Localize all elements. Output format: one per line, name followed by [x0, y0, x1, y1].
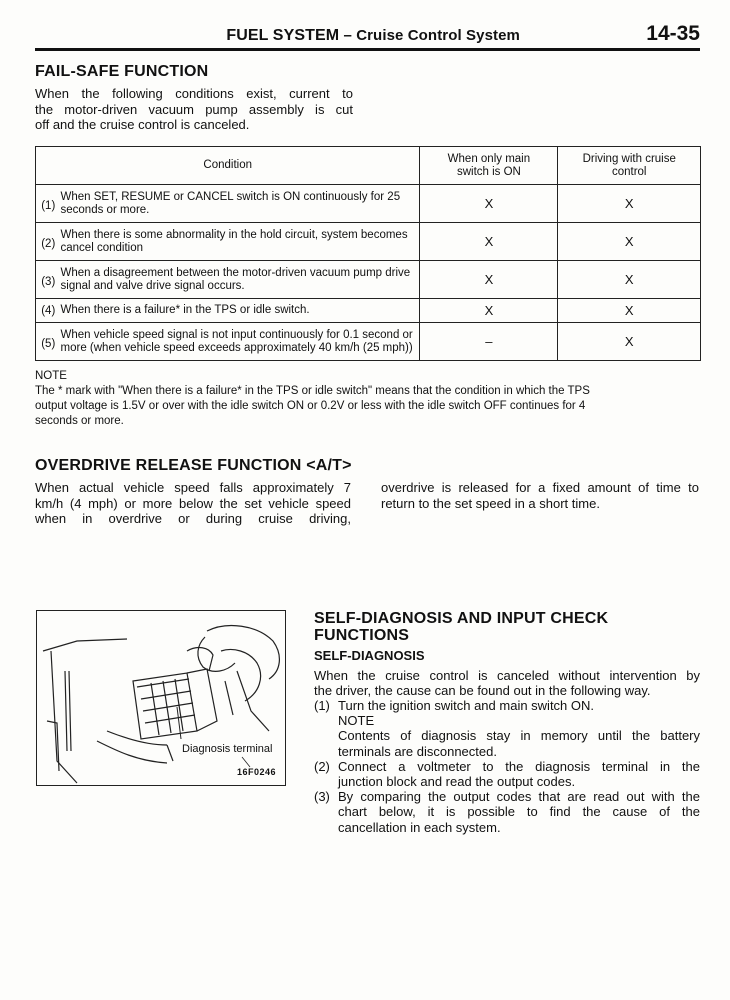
table-row	[36, 261, 701, 299]
figure-code: 16F0246	[237, 767, 277, 777]
row-main-mark: X	[420, 185, 558, 223]
failsafe-heading: FAIL-SAFE FUNCTION	[35, 63, 209, 80]
row-number: (1)	[36, 185, 61, 223]
failsafe-intro-line: When the following conditions exist, current to	[35, 86, 353, 101]
row-main-mark: X	[420, 223, 558, 261]
table-row	[36, 185, 701, 223]
row-cruise-mark: X	[558, 323, 701, 361]
step-line: By comparing the output codes that are read out with the	[338, 789, 700, 805]
selfdiag-steps	[314, 698, 700, 835]
header-rule	[35, 48, 700, 51]
header-dash: –	[339, 27, 357, 44]
overdrive-line: km/h (4 mph) or more below the set vehicle speed	[35, 495, 351, 511]
failsafe-table	[35, 146, 701, 361]
row-condition-line: When there is some abnormality in the hold circuit, system becomes	[60, 228, 408, 241]
diagnosis-terminal-figure	[36, 610, 286, 786]
col-header-condition: Condition	[36, 147, 420, 185]
col-header-cruise: Driving with cruise control	[558, 147, 701, 185]
row-cruise-mark: X	[558, 299, 701, 323]
overdrive-line: When actual vehicle speed falls approximately 7	[35, 480, 351, 495]
row-main-mark: –	[420, 323, 558, 361]
step-line: cancellation in each system.	[338, 819, 501, 835]
row-condition-line: When there is a failure* in the TPS or idle switch.	[60, 304, 310, 316]
step-item	[314, 698, 700, 759]
row-cruise-mark: X	[558, 223, 701, 261]
row-condition	[61, 185, 420, 223]
running-header	[0, 27, 520, 45]
overdrive-line: return to the set speed in a short time.	[381, 495, 600, 511]
selfdiag-intro-line: When the cruise control is canceled without intervention by	[314, 668, 700, 683]
header-subsection: Cruise Control System	[356, 27, 520, 44]
table-header-row	[36, 147, 701, 185]
failsafe-intro-line: off and the cruise control is canceled.	[35, 117, 250, 132]
step-item	[314, 789, 700, 835]
row-condition	[61, 323, 420, 361]
table-row	[36, 323, 701, 361]
step-line: Connect a voltmeter to the diagnosis terminal in the	[338, 758, 700, 774]
row-condition-line: When a disagreement between the motor-driven vacuum pump drive	[60, 266, 411, 279]
step-number: (3)	[314, 789, 330, 805]
failsafe-table-wrap	[35, 146, 701, 361]
selfdiag-intro	[314, 668, 700, 698]
overdrive-right-text	[381, 480, 699, 511]
overdrive-line: when in overdrive or during cruise driving,	[35, 511, 351, 526]
overdrive-line: overdrive is released for a fixed amount of time to	[381, 480, 699, 495]
row-number: (3)	[36, 261, 61, 299]
step-line: chart below, it is possible to find the cause of the	[338, 804, 700, 820]
page-number: 14-35	[646, 22, 700, 45]
row-condition-line: When vehicle speed signal is not input continuously for 0.1 second or	[60, 328, 413, 341]
failsafe-intro-line: the motor-driven vacuum pump assembly is cut	[35, 101, 353, 117]
note-line: output voltage is 1.5V or over with the idle switch ON or 0.2V or less with the idle switch OFF continues for 4	[35, 400, 586, 412]
selfdiag-subheading: SELF-DIAGNOSIS	[314, 648, 425, 663]
row-condition-line: more (when vehicle speed exceeds approximately 40 km/h (25 mph))	[60, 341, 413, 354]
step-number: (1)	[314, 698, 330, 713]
selfdiag-heading-line: FUNCTIONS	[314, 627, 410, 644]
row-number: (2)	[36, 223, 61, 261]
row-number: (4)	[36, 299, 61, 323]
step-number: (2)	[314, 758, 330, 774]
header-section: FUEL SYSTEM	[226, 27, 340, 44]
note-label: NOTE	[35, 370, 67, 382]
row-condition-line: seconds or more.	[60, 203, 150, 216]
selfdiag-heading-line: SELF-DIAGNOSIS AND INPUT CHECK	[314, 610, 609, 627]
row-condition-line: signal and valve drive signal occurs.	[60, 279, 245, 292]
figure-label: Diagnosis terminal	[182, 743, 273, 755]
row-condition	[61, 299, 420, 323]
step-item	[314, 759, 700, 789]
step-line: Turn the ignition switch and main switch ON.	[338, 698, 595, 713]
row-condition	[61, 223, 420, 261]
step-note-line: Contents of diagnosis stay in memory until the battery	[338, 728, 700, 744]
row-condition	[61, 261, 420, 299]
failsafe-note	[35, 369, 705, 429]
failsafe-intro	[35, 86, 353, 133]
col-header-main-switch: When only main switch is ON	[420, 147, 558, 185]
step-note-label: NOTE	[338, 713, 375, 729]
note-line: The * mark with "When there is a failure* in the TPS or idle switch" means that the condition in which the TPS	[35, 385, 590, 397]
row-condition-line: cancel condition	[60, 241, 143, 254]
row-condition-line: When SET, RESUME or CANCEL switch is ON continuously for 25	[60, 190, 401, 203]
row-main-mark: X	[420, 299, 558, 323]
dashboard-illustration	[37, 611, 285, 785]
step-note-line: terminals are disconnected.	[338, 743, 497, 759]
selfdiag-intro-line: the driver, the cause can be found out in the following way.	[314, 683, 651, 699]
selfdiag-heading	[314, 610, 608, 645]
row-main-mark: X	[420, 261, 558, 299]
table-row	[36, 223, 701, 261]
overdrive-left-text	[35, 480, 351, 527]
note-line: seconds or more.	[35, 415, 124, 427]
overdrive-heading: OVERDRIVE RELEASE FUNCTION <A/T>	[35, 457, 352, 474]
step-line: junction block and read the output codes.	[338, 774, 576, 790]
row-cruise-mark: X	[558, 185, 701, 223]
table-row	[36, 299, 701, 323]
row-cruise-mark: X	[558, 261, 701, 299]
row-number: (5)	[36, 323, 61, 361]
